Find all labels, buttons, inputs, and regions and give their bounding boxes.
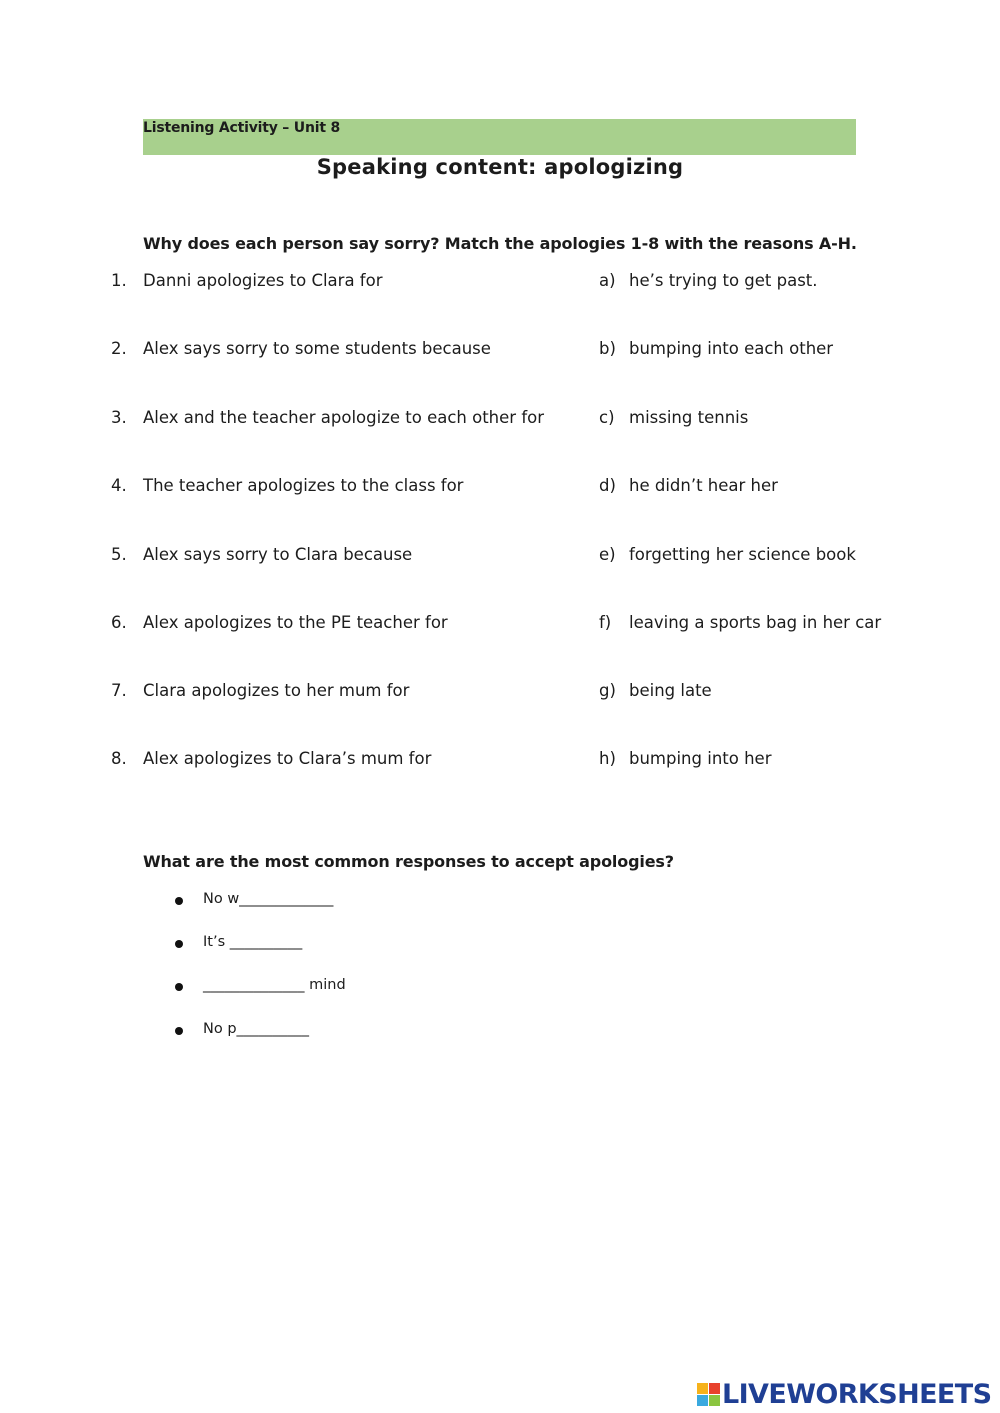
reason-letter: h): [599, 749, 616, 768]
response-blank-text: It’s __________: [203, 934, 303, 950]
matching-row: [0, 271, 1000, 295]
matching-row: [0, 749, 1000, 773]
responses-instruction: What are the most common responses to accept apologies?: [143, 852, 674, 871]
matching-row: [0, 681, 1000, 705]
response-item: [0, 891, 600, 913]
reason-text: bumping into her: [629, 749, 772, 768]
reason-text: being late: [629, 681, 712, 700]
response-item: [0, 934, 600, 956]
logo-square: [697, 1383, 708, 1394]
reason-letter: f): [599, 613, 612, 632]
matching-row: [0, 476, 1000, 500]
bullet-icon: [175, 983, 183, 991]
reason-letter: a): [599, 271, 616, 290]
page-title: Speaking content: apologizing: [316, 155, 684, 179]
response-item: [0, 977, 600, 999]
matching-row: [0, 545, 1000, 569]
item-number: 6.: [111, 613, 127, 632]
bullet-icon: [175, 940, 183, 948]
item-number: 3.: [111, 408, 127, 427]
apology-text: Alex says sorry to Clara because: [143, 545, 413, 564]
apology-text: Alex apologizes to Clara’s mum for: [143, 749, 432, 768]
reason-text: forgetting her science book: [629, 545, 856, 564]
response-blank-text: No p__________: [203, 1021, 310, 1037]
response-item: [0, 1021, 600, 1043]
reason-letter: d): [599, 476, 616, 495]
apology-text: Alex apologizes to the PE teacher for: [143, 613, 448, 632]
reason-text: he’s trying to get past.: [629, 271, 818, 290]
logo-text: LIVEWORKSHEETS: [722, 1378, 992, 1410]
apology-text: Alex and the teacher apologize to each other for: [143, 408, 545, 427]
bullet-icon: [175, 1027, 183, 1035]
reason-letter: c): [599, 408, 615, 427]
liveworksheets-logo: [697, 1377, 991, 1411]
reason-text: missing tennis: [629, 408, 749, 427]
logo-square: [697, 1395, 708, 1406]
item-number: 8.: [111, 749, 127, 768]
response-blank-text: ______________ mind: [203, 977, 346, 993]
bullet-icon: [175, 897, 183, 905]
matching-row: [0, 613, 1000, 637]
banner-label: Listening Activity – Unit 8: [143, 120, 341, 136]
reason-text: bumping into each other: [629, 339, 834, 358]
reason-letter: e): [599, 545, 616, 564]
item-number: 7.: [111, 681, 127, 700]
apology-text: The teacher apologizes to the class for: [143, 476, 464, 495]
apology-text: Clara apologizes to her mum for: [143, 681, 410, 700]
response-blank-text: No w_____________: [203, 891, 334, 907]
apology-text: Danni apologizes to Clara for: [143, 271, 383, 290]
matching-instruction: Why does each person say sorry? Match the apologies 1-8 with the reasons A-H.: [143, 234, 857, 253]
logo-square: [709, 1395, 720, 1406]
item-number: 5.: [111, 545, 127, 564]
logo-square: [709, 1383, 720, 1394]
matching-row: [0, 339, 1000, 363]
item-number: 2.: [111, 339, 127, 358]
matching-row: [0, 408, 1000, 432]
reason-letter: g): [599, 681, 616, 700]
item-number: 4.: [111, 476, 127, 495]
apology-text: Alex says sorry to some students because: [143, 339, 491, 358]
reason-letter: b): [599, 339, 616, 358]
reason-text: leaving a sports bag in her car: [629, 613, 882, 632]
item-number: 1.: [111, 271, 127, 290]
liveworksheets-logo-icon: [697, 1383, 720, 1406]
reason-text: he didn’t hear her: [629, 476, 778, 495]
